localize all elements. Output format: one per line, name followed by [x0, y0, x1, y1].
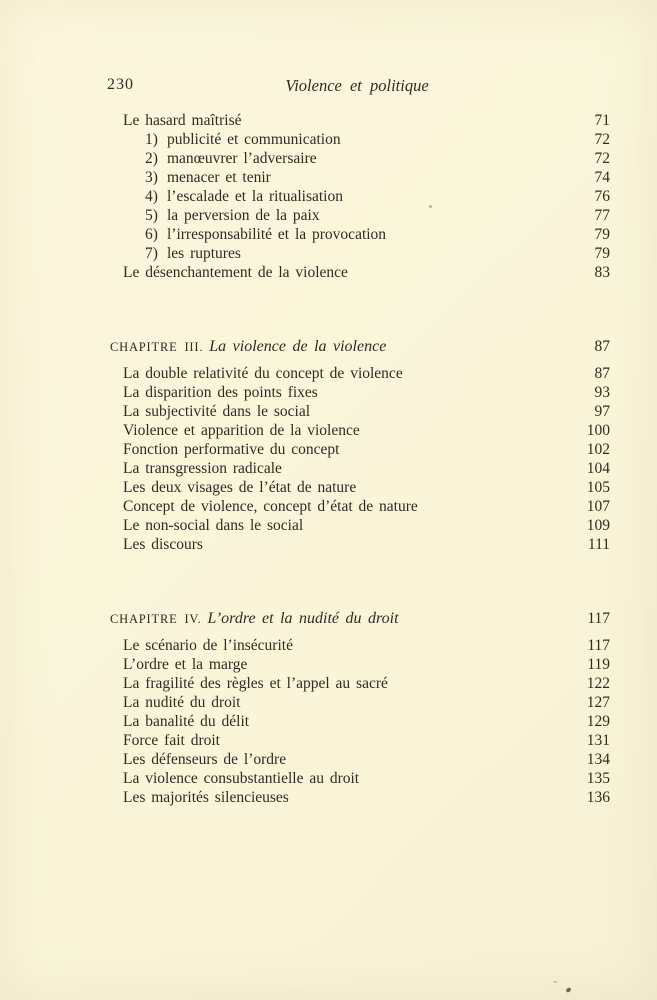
toc-entry — [107, 402, 610, 421]
entry-title: Les majorités silencieuses — [123, 789, 289, 806]
toc-entry — [107, 459, 610, 478]
toc-entry — [107, 788, 610, 807]
entry-page: 74 — [594, 169, 610, 186]
toc-entry — [107, 225, 610, 244]
entry-page: 87 — [594, 365, 610, 382]
entry-title: Le hasard maîtrisé — [123, 112, 242, 129]
chapter-label: CHAPITRE IV. — [110, 612, 202, 626]
entry-page: 117 — [587, 637, 610, 654]
toc-entry — [107, 263, 610, 282]
entry-page: 79 — [594, 245, 610, 262]
entry-title: Violence et apparition de la violence — [123, 422, 360, 439]
toc-entry — [107, 130, 610, 149]
entry-title: La banalité du délit — [123, 713, 250, 730]
toc-section — [107, 335, 610, 554]
toc-entry-list — [107, 111, 610, 282]
entry-page: 83 — [594, 264, 610, 281]
entry-page: 119 — [587, 656, 610, 673]
toc-entry — [107, 636, 610, 655]
running-title: Violence et politique — [285, 76, 429, 95]
toc-entry — [107, 206, 610, 225]
entry-page: 122 — [586, 675, 610, 692]
toc-entry — [107, 421, 610, 440]
entry-title: Concept de violence, concept d’état de nature — [123, 498, 418, 515]
toc-entry — [107, 478, 610, 497]
entry-title: Les deux visages de l’état de nature — [123, 479, 357, 496]
chapter-label: CHAPITRE III. — [110, 340, 204, 354]
entry-page: 72 — [594, 131, 610, 148]
page-folio: 230 — [107, 76, 134, 93]
entry-page: 127 — [586, 694, 610, 711]
chapter-title: La violence de la violence — [209, 338, 387, 355]
entry-page: 135 — [586, 770, 610, 787]
toc-entry — [107, 497, 610, 516]
entry-title: 1) publicité et communication — [145, 131, 341, 148]
entry-page: 134 — [586, 751, 610, 768]
entry-title: 7) les ruptures — [145, 245, 241, 262]
entry-page: 107 — [586, 498, 610, 515]
entry-title: 3) menacer et tenir — [145, 169, 271, 186]
chapter-title: L’ordre et la nudité du droit — [207, 610, 399, 627]
entry-title: 2) manœuvrer l’adversaire — [145, 150, 317, 167]
entry-page: 77 — [594, 207, 610, 224]
entry-title: 4) l’escalade et la ritualisation — [145, 188, 343, 205]
chapter-heading — [107, 335, 610, 359]
entry-page: 93 — [594, 384, 610, 401]
entry-title: Le scénario de l’insécurité — [123, 637, 293, 654]
table-of-contents — [107, 106, 610, 807]
entry-title: 6) l’irresponsabilité et la provocation — [145, 226, 387, 243]
entry-title: La violence consubstantielle au droit — [123, 770, 360, 787]
entry-number: 4) — [145, 188, 158, 205]
entry-title: Fonction performative du concept — [123, 441, 340, 458]
entry-page: 97 — [594, 403, 610, 420]
toc-entry — [107, 383, 610, 402]
entry-page: 129 — [586, 713, 610, 730]
entry-number: 7) — [145, 245, 158, 262]
entry-number: 6) — [145, 226, 158, 243]
toc-section — [107, 607, 610, 807]
chapter-heading — [107, 607, 610, 631]
running-head — [107, 76, 607, 98]
toc-entry — [107, 674, 610, 693]
toc-entry — [107, 440, 610, 459]
chapter-page: 117 — [587, 610, 610, 627]
entry-page: 76 — [594, 188, 610, 205]
entry-page: 104 — [586, 460, 610, 477]
entry-page: 79 — [594, 226, 610, 243]
ink-speck — [565, 987, 571, 993]
toc-entry — [107, 693, 610, 712]
toc-entry — [107, 535, 610, 554]
chapter-page: 87 — [594, 338, 610, 355]
entry-number: 2) — [145, 150, 158, 167]
entry-title: L’ordre et la marge — [123, 656, 248, 673]
entry-page: 111 — [587, 536, 610, 553]
entry-title: Force fait droit — [123, 732, 220, 749]
entry-number: 1) — [145, 131, 158, 148]
ink-speck — [429, 205, 432, 208]
entry-page: 72 — [594, 150, 610, 167]
toc-entry — [107, 149, 610, 168]
entry-title: 5) la perversion de la paix — [145, 207, 320, 224]
toc-entry — [107, 364, 610, 383]
entry-number: 5) — [145, 207, 158, 224]
toc-entry — [107, 187, 610, 206]
entry-title: Le non-social dans le social — [123, 517, 304, 534]
toc-entry — [107, 769, 610, 788]
entry-page: 102 — [586, 441, 610, 458]
entry-page: 71 — [594, 112, 610, 129]
toc-entry-list — [107, 364, 610, 554]
toc-entry — [107, 516, 610, 535]
entry-page: 131 — [586, 732, 610, 749]
toc-entry — [107, 750, 610, 769]
entry-title: Le désenchantement de la violence — [123, 264, 348, 281]
entry-title: La nudité du droit — [123, 694, 241, 711]
toc-entry — [107, 168, 610, 187]
entry-page: 105 — [586, 479, 610, 496]
entry-number: 3) — [145, 169, 158, 186]
toc-entry — [107, 712, 610, 731]
entry-page: 100 — [586, 422, 610, 439]
toc-section — [107, 111, 610, 282]
toc-entry-list — [107, 636, 610, 807]
entry-title: Les discours — [123, 536, 203, 553]
toc-entry — [107, 244, 610, 263]
entry-page: 109 — [586, 517, 610, 534]
entry-title: La disparition des points fixes — [123, 384, 318, 401]
toc-entry — [107, 655, 610, 674]
entry-page: 136 — [586, 789, 610, 806]
entry-title: La fragilité des règles et l’appel au sacré — [123, 675, 388, 692]
entry-title: La transgression radicale — [123, 460, 282, 477]
entry-title: La double relativité du concept de violence — [123, 365, 403, 382]
toc-entry — [107, 111, 610, 130]
toc-entry — [107, 731, 610, 750]
entry-title: La subjectivité dans le social — [123, 403, 311, 420]
entry-title: Les défenseurs de l’ordre — [123, 751, 287, 768]
